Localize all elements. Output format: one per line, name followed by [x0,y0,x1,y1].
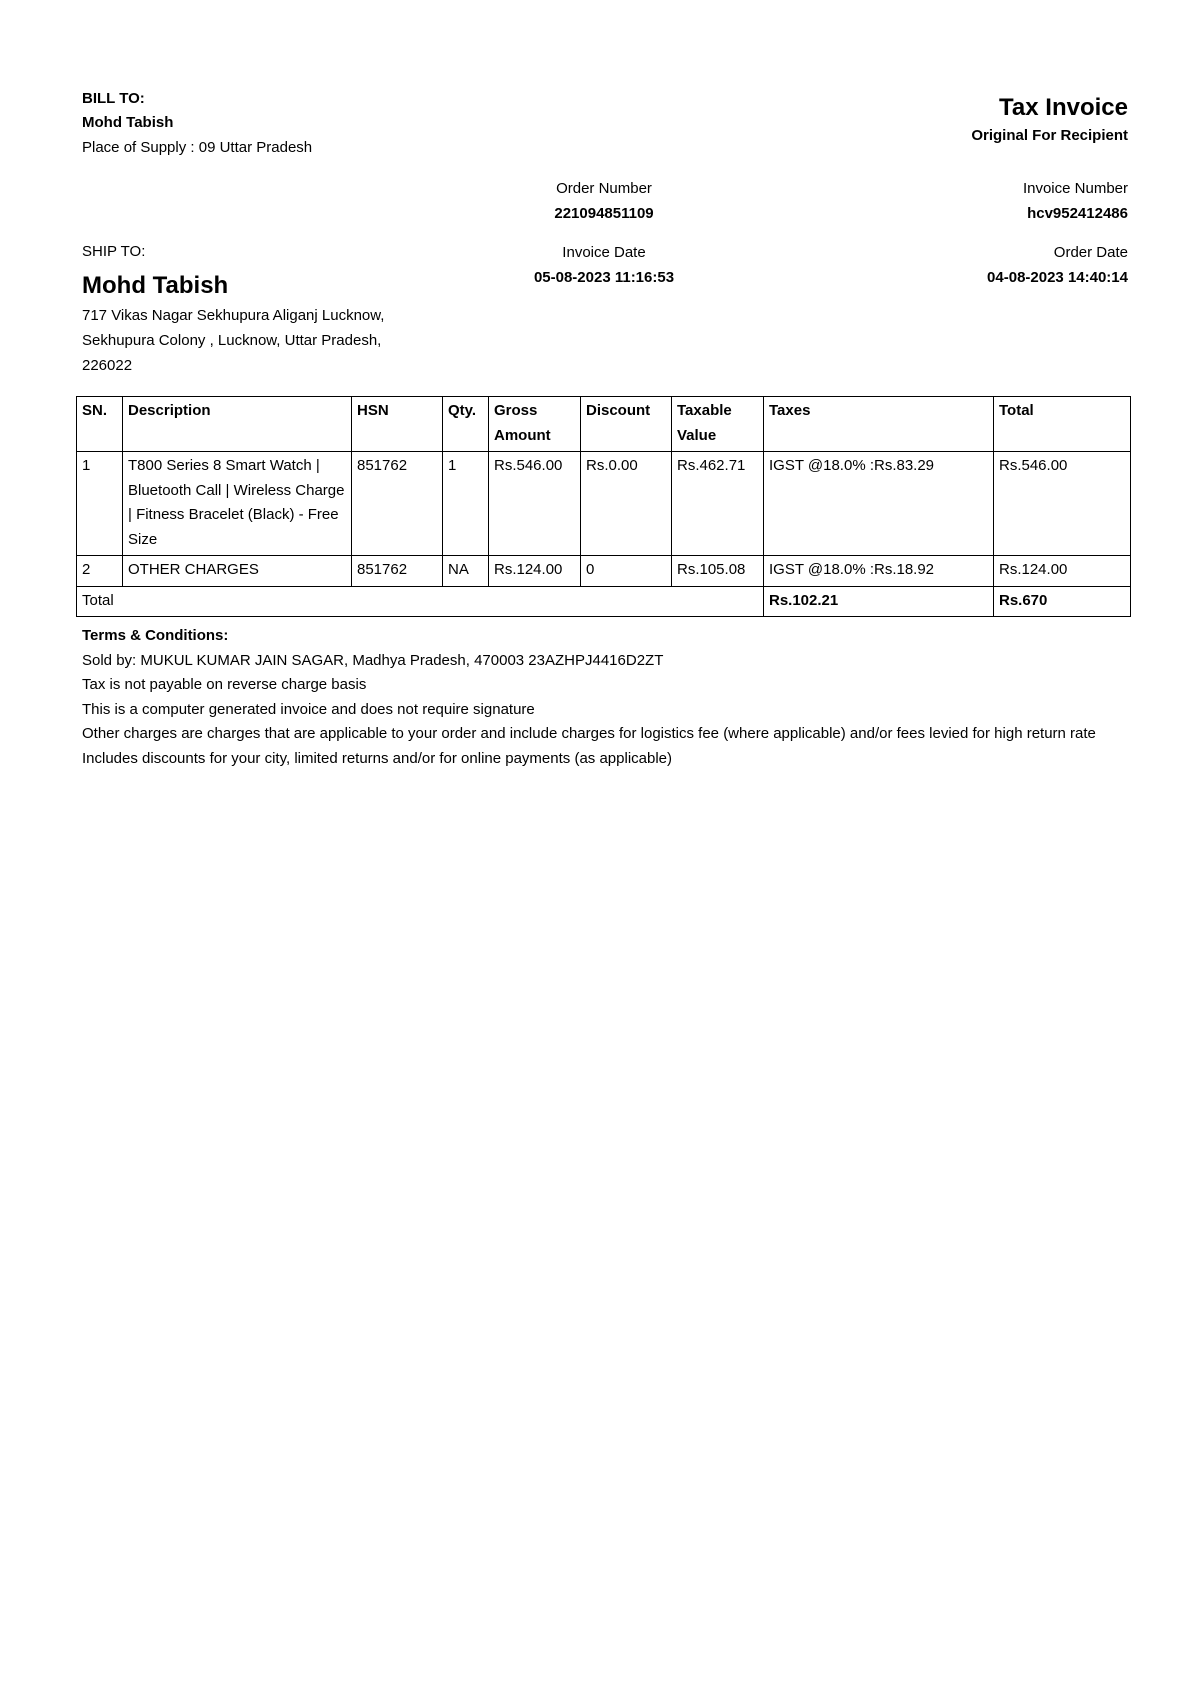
column-header-sn: SN. [77,397,123,452]
column-header-qty: Qty. [443,397,489,452]
terms-line: Other charges are charges that are applicable to your order and include charges for logistics fee (where applicable) and/or fees levied for high return rate [82,725,1096,742]
cell-gross-amount: Rs.546.00 [489,452,581,556]
document-subtitle: Original For Recipient [971,127,1128,144]
table-header-row [77,397,1131,452]
cell-hsn: 851762 [352,452,443,556]
terms-heading: Terms & Conditions: [82,627,229,644]
invoice-number-label: Invoice Number [1022,180,1128,197]
terms-line: This is a computer generated invoice and does not require signature [82,700,535,718]
cell-qty: 1 [443,452,489,556]
cell-description: OTHER CHARGES [123,556,352,587]
column-header-discount: Discount [581,397,672,452]
order-number-label: Order Number [556,180,652,197]
table-row [77,556,1131,587]
place-of-supply: Place of Supply : 09 Uttar Pradesh [82,139,313,156]
cell-sn: 2 [77,556,123,587]
table-total-row [77,586,1131,617]
invoice-number-value: hcv952412486 [1027,205,1128,222]
invoice-items-table [76,396,1131,617]
total-taxes-value: Rs.102.21 [764,586,994,617]
cell-taxable-value: Rs.105.08 [672,556,764,587]
column-header-hsn: HSN [352,397,443,452]
cell-taxes: IGST @18.0% :Rs.83.29 [764,452,994,556]
cell-sn: 1 [77,452,123,556]
ship-to-heading: SHIP TO: [82,243,146,260]
cell-gross-amount: Rs.124.00 [489,556,581,587]
terms-line: Includes discounts for your city, limited returns and/or for online payments (as applicable) [82,749,673,767]
cell-taxable-value: Rs.462.71 [672,452,764,556]
bill-to-heading: BILL TO: [82,90,145,107]
bill-to-name: Mohd Tabish [82,114,174,131]
order-date-value: 04-08-2023 14:40:14 [987,269,1128,286]
cell-discount: 0 [581,556,672,587]
order-number-value: 221094851109 [554,205,654,222]
terms-section [82,624,1132,771]
column-header-taxable-value: Taxable Value [672,397,764,452]
terms-line: Sold by: MUKUL KUMAR JAIN SAGAR, Madhya Pradesh, 470003 23AZHPJ4416D2ZT [82,651,664,669]
column-header-taxes: Taxes [764,397,994,452]
cell-total: Rs.546.00 [994,452,1131,556]
order-date-label: Order Date [1053,244,1128,261]
column-header-gross-amount: Gross Amount [489,397,581,452]
ship-to-address: 717 Vikas Nagar Sekhupura Aliganj Lucknow, Sekhupura Colony , Lucknow, Uttar Pradesh, 226022 [82,307,385,374]
cell-total: Rs.124.00 [994,556,1131,587]
cell-qty: NA [443,556,489,587]
invoice-date-value: 05-08-2023 11:16:53 [533,269,675,286]
grand-total-value: Rs.670 [994,586,1131,617]
total-label: Total [77,586,764,617]
column-header-total: Total [994,397,1131,452]
ship-to-name: Mohd Tabish [82,272,229,299]
invoice-date-label: Invoice Date [562,244,646,261]
cell-discount: Rs.0.00 [581,452,672,556]
cell-hsn: 851762 [352,556,443,587]
document-title: Tax Invoice [999,94,1128,121]
column-header-description: Description [123,397,352,452]
cell-taxes: IGST @18.0% :Rs.18.92 [764,556,994,587]
table-row [77,452,1131,556]
terms-line: Tax is not payable on reverse charge basis [82,676,367,693]
cell-description: T800 Series 8 Smart Watch | Bluetooth Call | Wireless Charge | Fitness Bracelet (Black) - Free Size [123,452,352,556]
